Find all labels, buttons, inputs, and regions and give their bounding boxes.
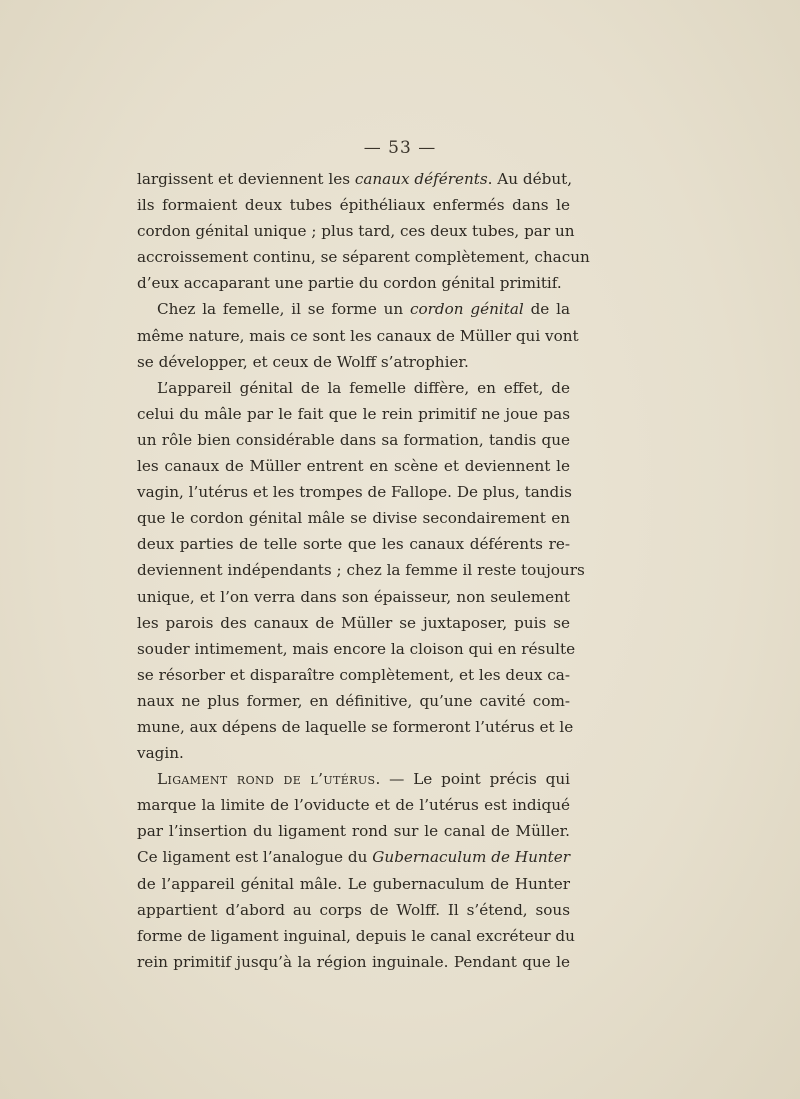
text-line: forme de ligament inguinal, depuis le canal excréteur du: [137, 926, 575, 945]
italic-term: cordon génital: [410, 300, 524, 319]
text-line: souder intimement, mais encore la cloison qui en résulte: [137, 639, 576, 658]
text-line: d’eux accaparant une partie du cordon génital primitif.: [137, 274, 562, 293]
text-line: les canaux de Müller entrent en scène et deviennent le: [137, 457, 570, 476]
section-heading: Ligament rond de l’utérus: [157, 770, 376, 789]
text-line: même nature, mais ce sont les canaux de Müller qui vont: [137, 326, 579, 345]
text-line: vagin, l’utérus et les trompes de Fallope. De plus, tandis: [137, 483, 572, 502]
text-line: mune, aux dépens de laquelle se formeront l’utérus et le: [137, 717, 574, 736]
italic-term: canaux déférents: [354, 170, 488, 188]
text-line: Ce ligament est l’analogue du Gubernaculum de Hunter: [137, 848, 570, 867]
text-line: rein primitif jusqu’à la région inguinale. Pendant que le: [137, 952, 570, 971]
text-line: Chez la femelle, il se forme un cordon génital de la: [157, 300, 570, 319]
text-line: un rôle bien considérable dans sa formation, tandis que: [137, 430, 570, 449]
text-line: par l’insertion du ligament rond sur le canal de Müller.: [137, 822, 570, 841]
text-line: les parois des canaux de Müller se juxtaposer, puis se: [137, 613, 570, 632]
text-line: celui du mâle par le fait que le rein primitif ne joue pas: [137, 404, 570, 423]
italic-term: Gubernaculum de Hunter: [372, 848, 570, 867]
text-line: ils formaient deux tubes épithéliaux enfermés dans le: [137, 196, 570, 215]
text-line: marque la limite de l’oviducte et de l’utérus est indiqué: [137, 796, 570, 815]
text-line: appartient d’abord au corps de Wolff. Il s’étend, sous: [137, 900, 570, 919]
text-line: cordon génital unique ; plus tard, ces deux tubes, par un: [137, 222, 575, 241]
text-line: Ligament rond de l’utérus. — Le point précis qui: [157, 770, 570, 789]
body-text: [137, 166, 590, 975]
text-line: deviennent indépendants ; chez la femme il reste toujours: [137, 561, 585, 580]
text-line: accroissement continu, se séparent complètement, chacun: [137, 248, 590, 267]
text-line: naux ne plus former, en définitive, qu’une cavité com-: [137, 691, 570, 710]
page-number: — 53 —: [363, 138, 437, 158]
text-line: vagin.: [137, 744, 184, 763]
text-line: que le cordon génital mâle se divise secondairement en: [137, 509, 570, 528]
text-line: se résorber et disparaître complètement, et les deux ca-: [137, 665, 570, 684]
text-line: L’appareil génital de la femelle diffère, en effet, de: [157, 378, 570, 397]
text-line: largissent et deviennent les canaux déférents. Au début,: [137, 170, 573, 188]
text-line: se développer, et ceux de Wolff s’atrophier.: [137, 352, 469, 371]
text-line: unique, et l’on verra dans son épaisseur, non seulement: [137, 587, 570, 606]
text-line: deux parties de telle sorte que les canaux déférents re-: [137, 535, 570, 554]
text-line: de l’appareil génital mâle. Le gubernaculum de Hunter: [137, 874, 570, 893]
